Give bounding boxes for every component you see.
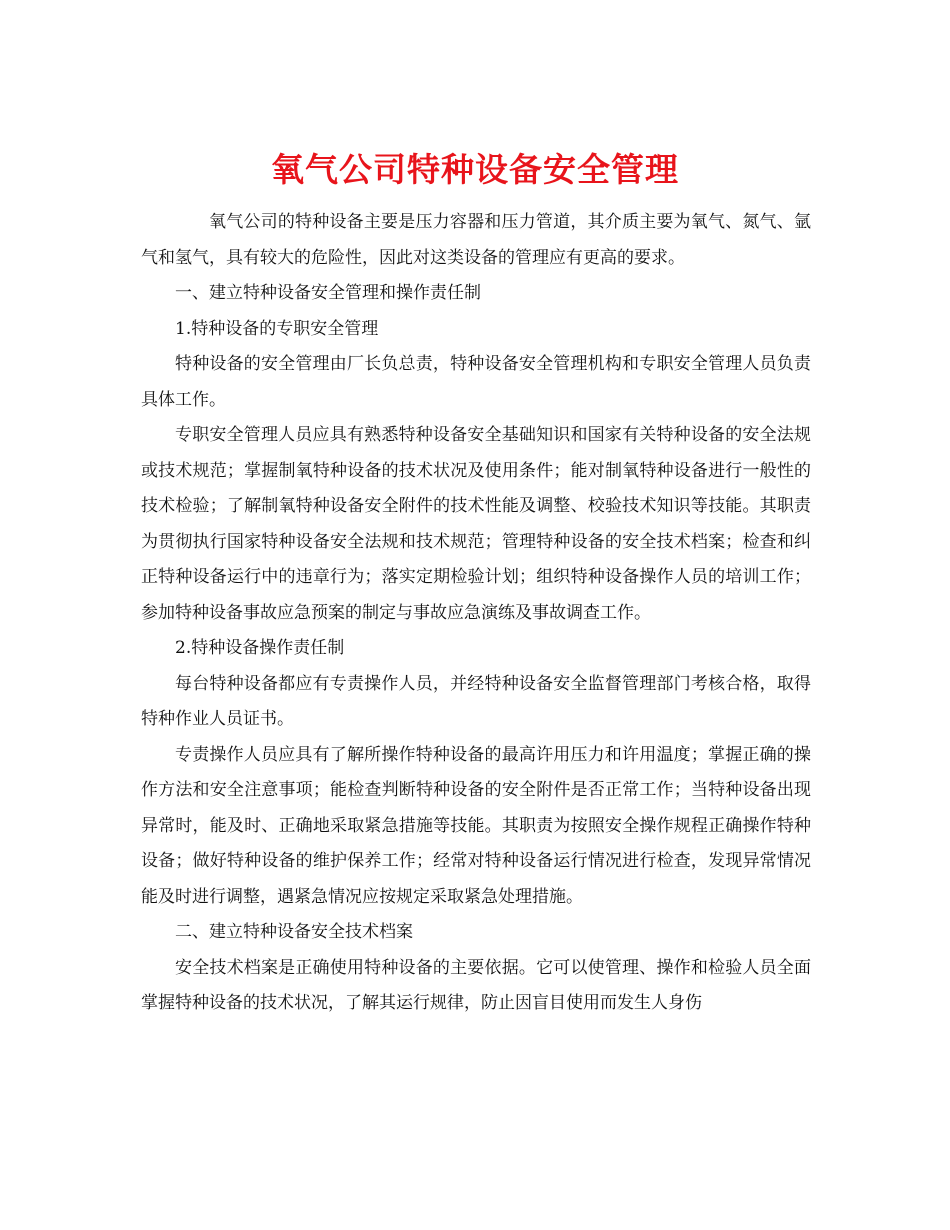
- subsection-heading-1-2: 2.特种设备操作责任制: [175, 638, 345, 658]
- document-title: 氧气公司特种设备安全管理: [271, 150, 679, 190]
- paragraph: 专责操作人员应具有了解所操作特种设备的最高许用压力和许用温度；掌握正确的操作方法和安全注意事项；能检查判断特种设备的安全附件是否正常工作；当特种设备出现异常时，能及时、正确地采取紧急措施等技能。其职责为按照安全操作规程正确操作特种设备；做好特种设备的维护保养工作；经常对特种设备运行情况进行检查，发现异常情况能及时进行调整，遇紧急情况应按规定采取紧急处理措施。: [141, 744, 811, 907]
- paragraph: 专职安全管理人员应具有熟悉特种设备安全基础知识和国家有关特种设备的安全法规或技术规范；掌握制氧特种设备的技术状况及使用条件；能对制氧特种设备进行一般性的技术检验；了解制氧特种设备安全附件的技术性能及调整、校验技术知识等技能。其职责为贯彻执行国家特种设备安全法规和技术规范；管理特种设备的安全技术档案；检查和纠正特种设备运行中的违章行为；落实定期检验计划；组织特种设备操作人员的培训工作；参加特种设备事故应急预案的制定与事故应急演练及事故调查工作。: [141, 425, 811, 623]
- subsection-heading-1-1: 1.特种设备的专职安全管理: [175, 318, 379, 339]
- document-body: [141, 205, 811, 1022]
- paragraph: 每台特种设备都应有专责操作人员，并经特种设备安全监督管理部门考核合格，取得特种作业人员证书。: [141, 673, 811, 729]
- section-heading-1: 一、建立特种设备安全管理和操作责任制: [175, 283, 481, 303]
- paragraph: 安全技术档案是正确使用特种设备的主要依据。它可以使管理、操作和检验人员全面掌握特种设备的技术状况，了解其运行规律，防止因盲目使用而发生人身伤: [141, 957, 811, 1013]
- paragraph: 特种设备的安全管理由厂长负总责，特种设备安全管理机构和专职安全管理人员负责具体工作。: [141, 354, 811, 410]
- paragraph-intro: 氧气公司的特种设备主要是压力容器和压力管道，其介质主要为氧气、氮气、氩气和氢气，具有较大的危险性，因此对这类设备的管理应有更高的要求。: [141, 212, 811, 268]
- section-heading-2: 二、建立特种设备安全技术档案: [175, 922, 413, 942]
